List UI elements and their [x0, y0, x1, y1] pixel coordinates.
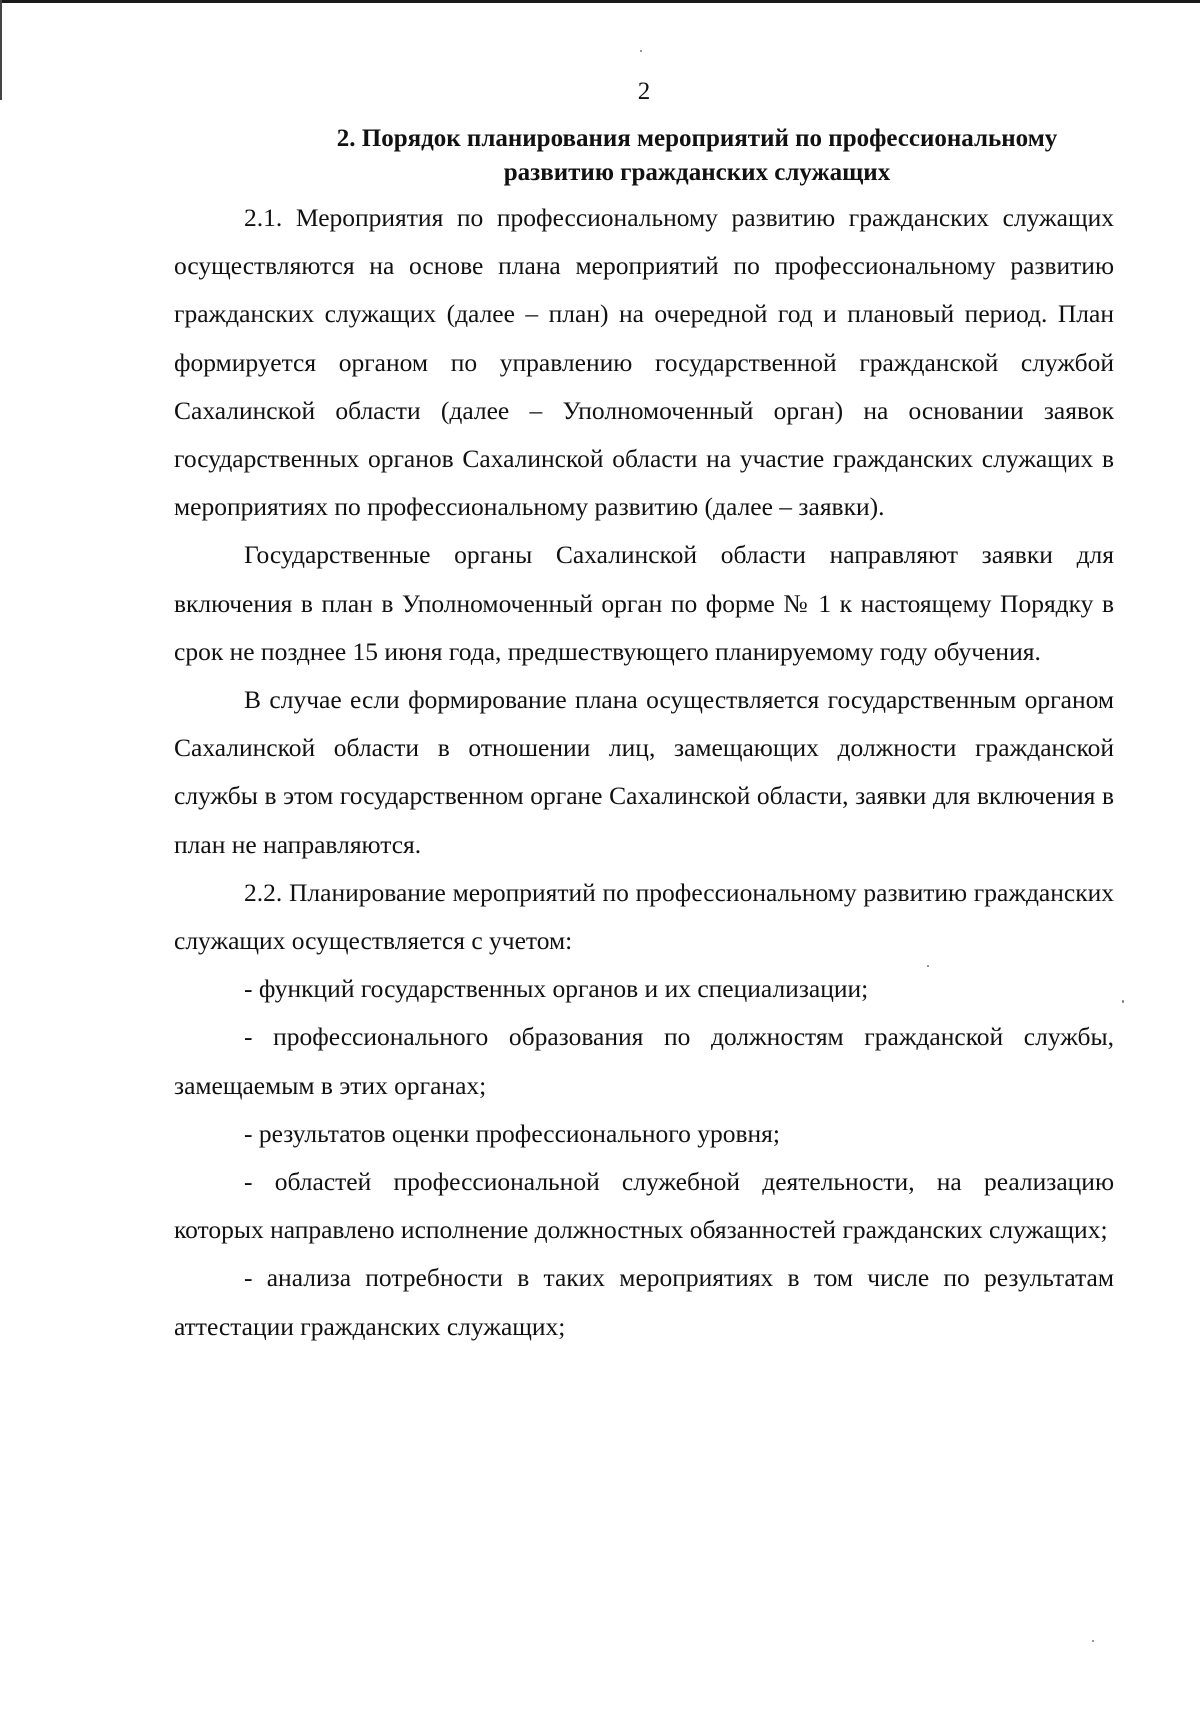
list-item-education: - профессионального образования по должностям гражданской службы, замещаемым в этих органах;: [174, 1022, 1114, 1100]
scan-speck: [640, 50, 642, 52]
list-item-functions: - функций государственных органов и их специализации;: [244, 974, 869, 1004]
scan-border-top: [0, 0, 1200, 3]
scan-speck: [1122, 1000, 1124, 1003]
section-heading-line-2: развитию гражданских служащих: [503, 159, 891, 186]
scan-border-left: [0, 0, 2, 100]
section-heading: [174, 122, 1114, 190]
scan-speck: [1092, 1640, 1094, 1642]
paragraph-exception: В случае если формирование плана осуществляется государственным органом Сахалинской области в отношении лиц, замещающих должности гражданской службы в этом государственном органе Сахалинской области, заявки для включения в план не направляются.: [174, 685, 1114, 859]
paragraph-2-2: 2.2. Планирование мероприятий по профессиональному развитию гражданских служащих осуществляется с учетом:: [174, 877, 1114, 956]
page-number: 2: [637, 78, 651, 105]
list-item-areas: - областей профессиональной служебной деятельности, на реализацию которых направлено исполнение должностных обязанностей гражданских служащих;: [174, 1167, 1114, 1245]
list-item-analysis: - анализа потребности в таких мероприятиях в том числе по результатам аттестации гражданских служащих;: [174, 1263, 1114, 1341]
scan-speck: [927, 965, 929, 967]
section-heading-line-1: 2. Порядок планирования мероприятий по профессиональному: [336, 125, 1058, 152]
paragraph-applications: Государственные органы Сахалинской области направляют заявки для включения в план в Уполномоченный орган по форме № 1 к настоящему Порядку в срок не позднее 15 июня года, предшествующего планируемому году обучения.: [174, 540, 1114, 666]
document-body: [174, 194, 1114, 1351]
list-item-assessment: - результатов оценки профессионального уровня;: [244, 1118, 780, 1148]
paragraph-2-1: 2.1. Мероприятия по профессиональному развитию гражданских служащих осуществляются на основе плана мероприятий по профессиональному развитию гражданских служащих (далее – план) на очередной год и плановый период. План формируется органом по управлению государственной гражданской службой Сахалинской области (далее – Уполномоченный орган) на основании заявок государственных органов Сахалинской области на участие гражданских служащих в мероприятиях по профессиональному развитию (далее – заявки).: [174, 203, 1114, 522]
